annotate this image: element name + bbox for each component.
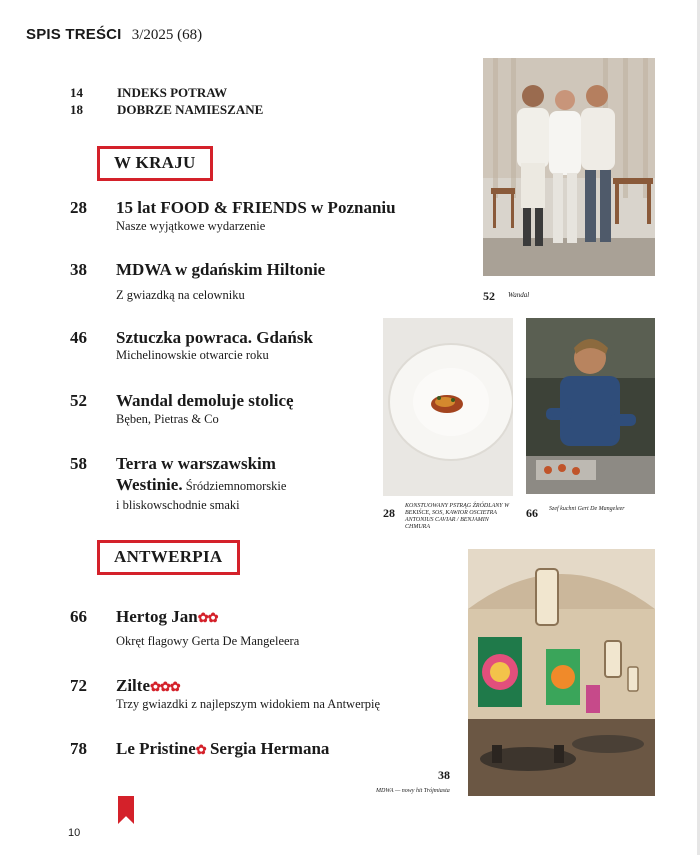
entry-title: Hertog Jan xyxy=(116,607,198,626)
entry-title: Zilte xyxy=(116,676,150,695)
caption-page: 28 xyxy=(383,506,395,520)
toc-header xyxy=(26,26,202,44)
entry-subtitle: Trzy gwiazdki z najlepszym widokiem na Antwerpię xyxy=(116,697,381,711)
entry-subtitle: Michelinowskie otwarcie roku xyxy=(116,348,269,362)
caption-page: 52 xyxy=(483,289,495,303)
photo-mdwa-interior xyxy=(468,549,655,796)
caption-page: 66 xyxy=(526,506,538,520)
caption-text: KONSTUOWANY PSTRĄG ŹRÓDLANY W BEKIŚCE, SOS, KAWIOR OSCIETRA ANTONIUS CAVIAR / BENJAMIN CHMURA xyxy=(405,503,510,530)
section-w-kraju xyxy=(97,146,213,181)
entry-title-line2 xyxy=(116,475,286,495)
item-title: INDEKS POTRAW xyxy=(117,85,228,100)
entry-title-wrap xyxy=(116,607,217,627)
michelin-star-icon: ✿ xyxy=(195,742,206,757)
toc-item-dobrze-namieszane[interactable] xyxy=(70,102,263,118)
interior-illustration xyxy=(468,549,655,796)
entry-title: MDWA w gdańskim Hiltonie xyxy=(116,260,326,279)
entry-title: Terra w warszawskim xyxy=(116,454,276,473)
entry-title-suffix: Sergia Hermana xyxy=(205,739,330,758)
entry-page: 72 xyxy=(70,676,87,695)
entry-title: Sztuczka powraca. Gdańsk xyxy=(116,328,313,347)
chef-plating-illustration xyxy=(526,318,655,494)
entry-title-wrap xyxy=(116,676,180,696)
entry-page: 58 xyxy=(70,454,87,473)
item-page: 18 xyxy=(70,102,83,117)
entry-title-wrap xyxy=(116,739,329,759)
entry-page: 66 xyxy=(70,607,87,626)
issue-number: 3/2025 (68) xyxy=(131,27,203,43)
entry-title: 15 lat FOOD & FRIENDS w Poznaniu xyxy=(116,198,396,217)
entry-subtitle: Bęben, Pietras & Co xyxy=(116,412,219,426)
caption-text: MDWA — nowy hit Trójmiasta xyxy=(376,788,450,794)
michelin-stars-icon: ✿✿ xyxy=(197,610,218,625)
photo-chef-plating xyxy=(526,318,655,494)
plate-illustration xyxy=(383,318,513,496)
entry-subtitle: Okręt flagowy Gerta De Mangeleera xyxy=(116,634,300,648)
page-number: 10 xyxy=(68,827,81,839)
entry-page: 52 xyxy=(70,391,87,410)
item-page: 14 xyxy=(70,85,83,100)
entry-title: Wandal demoluje stolicę xyxy=(116,391,294,410)
photo-wandal-chefs xyxy=(483,58,655,276)
entry-subtitle: i bliskowschodnie smaki xyxy=(116,498,240,512)
caption-page: 38 xyxy=(438,768,450,782)
toc-label: SPIS TREŚCI xyxy=(26,26,122,43)
toc-item-indeks[interactable] xyxy=(70,85,227,101)
section-antwerpia xyxy=(97,540,240,575)
entry-subtitle: Z gwiazdką na celowniku xyxy=(116,288,245,302)
entry-page: 78 xyxy=(70,739,87,758)
entry-subtitle-inline: Śródziemnomorskie xyxy=(182,479,287,493)
section-title: W KRAJU xyxy=(114,153,196,172)
section-title: ANTWERPIA xyxy=(114,547,223,566)
photo-trout-dish xyxy=(383,318,513,496)
entry-title-continued: Westinie. xyxy=(116,475,183,494)
michelin-stars-icon: ✿✿✿ xyxy=(150,679,180,694)
item-title: DOBRZE NAMIESZANE xyxy=(117,102,264,117)
caption-text: Szef kuchni Gert De Mangeleer xyxy=(549,506,625,512)
bookmark-icon xyxy=(118,796,134,824)
entry-page: 38 xyxy=(70,260,87,279)
entry-page: 46 xyxy=(70,328,87,347)
entry-title: Le Pristine xyxy=(116,739,196,758)
entry-subtitle: Nasze wyjątkowe wydarzenie xyxy=(116,219,266,233)
chefs-illustration xyxy=(483,58,655,276)
caption-text: Wandal xyxy=(508,291,530,299)
entry-page: 28 xyxy=(70,198,87,217)
